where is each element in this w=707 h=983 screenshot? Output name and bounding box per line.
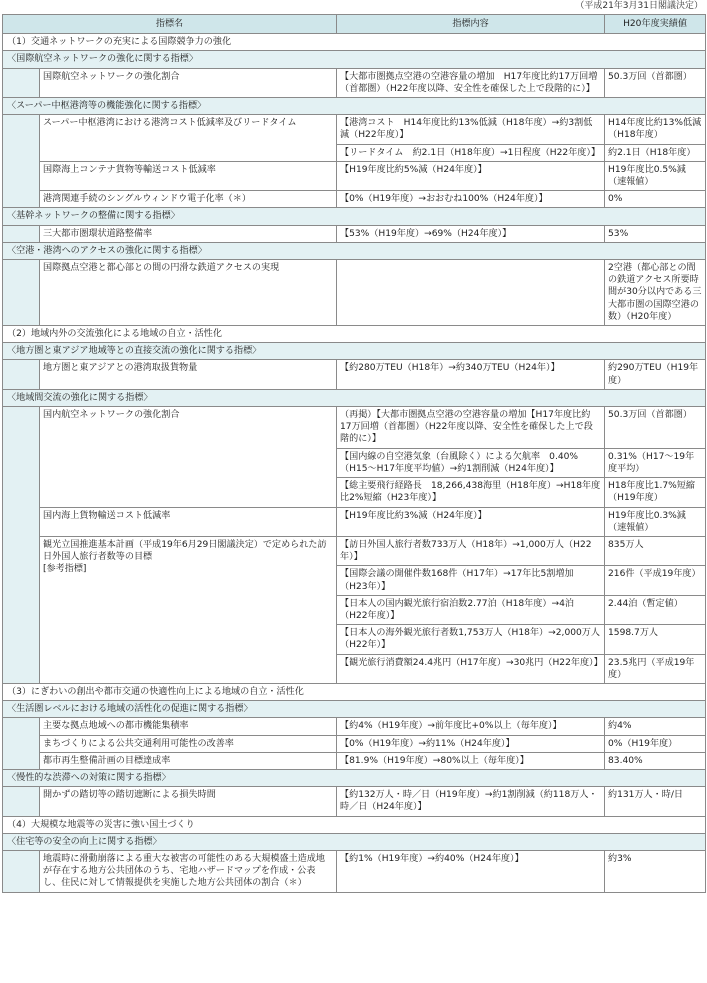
- section-title: （4）大規模な地震等の災害に強い国土づくり: [3, 816, 706, 833]
- indicator-content: （再掲）【大都市圏拠点空港の空港容量の増加【H17年度比約17万回増（首都圏）（H22年度以降、安全性を確保した上で段階的に）】: [337, 407, 605, 449]
- indicator-name: スーパー中枢港湾における港湾コスト低減率及びリードタイム: [40, 115, 337, 162]
- section-title: （2）地域内外の交流強化による地域の自立・活性化: [3, 326, 706, 343]
- subsection-row: [3, 51, 706, 68]
- indicator-value: H14年度比約13%低減（H18年度）: [605, 115, 706, 144]
- table-body: [3, 34, 706, 892]
- indicator-value: 約290万TEU（H19年度）: [605, 360, 706, 389]
- subsection-title: 〈基幹ネットワークの整備に関する指標〉: [3, 208, 706, 225]
- decision-note: （平成21年3月31日閣議決定）: [575, 1, 703, 11]
- section-row: [3, 816, 706, 833]
- indicator-value: H18年度比1.7%短縮（H19年度）: [605, 478, 706, 507]
- section-title: （1）交通ネットワークの充実による国際競争力の強化: [3, 34, 706, 51]
- header-value: H20年度実績値: [605, 15, 706, 34]
- indicator-content: 【港湾コスト H14年度比約13%低減（H18年度）→約3割低減（H22年度）】: [337, 115, 605, 144]
- indent-cell: [3, 68, 40, 97]
- subsection-title: 〈生活圏レベルにおける地域の活性化の促進に関する指標〉: [3, 701, 706, 718]
- indicator-content: 【81.9%（H19年度）→80%以上（毎年度）】: [337, 752, 605, 769]
- indicator-content: 【約132万人・時／日（H19年度）→約1割削減（約118万人・時／日（H24年度）】: [337, 787, 605, 816]
- table-row: [3, 507, 706, 536]
- section-row: [3, 326, 706, 343]
- indicator-value: 0%（H19年度）: [605, 735, 706, 752]
- indicator-value: 216件（平成19年度）: [605, 566, 706, 595]
- table-row: [3, 735, 706, 752]
- indicator-content: 【53%（H19年度）→69%（H24年度）】: [337, 225, 605, 242]
- indicator-content: 【観光旅行消費額24.4兆円（H17年度）→30兆円（H22年度）】: [337, 654, 605, 683]
- indicator-content: 【約1%（H19年度）→約40%（H24年度）】: [337, 850, 605, 892]
- subsection-row: [3, 701, 706, 718]
- indent-cell: [3, 407, 40, 684]
- table-row: [3, 191, 706, 208]
- indent-cell: [3, 260, 40, 326]
- indicator-content: 【日本人の国内観光旅行宿泊数2.77泊（H18年度）→4泊（H22年度）】: [337, 595, 605, 624]
- indicator-name: 国内航空ネットワークの強化割合: [40, 407, 337, 507]
- subsection-row: [3, 769, 706, 786]
- table-row: [3, 407, 706, 449]
- indicator-content: 【約4%（H19年度）→前年度比+0%以上（毎年度）】: [337, 718, 605, 735]
- table-row: [3, 225, 706, 242]
- header-row: [3, 15, 706, 34]
- indicator-value: 約2.1日（H18年度）: [605, 144, 706, 161]
- indicator-content: 【リードタイム 約2.1日（H18年度）→1日程度（H22年度）】: [337, 144, 605, 161]
- subsection-title: 〈空港・港湾へのアクセスの強化に関する指標〉: [3, 242, 706, 259]
- indicator-value: 2空港（都心部との間の鉄道アクセス所要時間が30分以内である三大都市圏の国際空港の数）（H20年度）: [605, 260, 706, 326]
- indicator-value: 2.44泊（暫定値）: [605, 595, 706, 624]
- indicator-name: 国際航空ネットワークの強化割合: [40, 68, 337, 97]
- indicator-name: 国際海上コンテナ貨物等輸送コスト低減率: [40, 161, 337, 190]
- indicator-content: 【国内線の自空港気象（台風除く）による欠航率 0.40%（H15～H17年度平均値）→約1割削減（H24年度）】: [337, 448, 605, 477]
- indicator-content: 【国際会議の開催件数168件（H17年）→17年比5割増加（H23年）】: [337, 566, 605, 595]
- section-row: [3, 34, 706, 51]
- indicator-value: 約131万人・時/日: [605, 787, 706, 816]
- subsection-row: [3, 833, 706, 850]
- indicator-value: 53%: [605, 225, 706, 242]
- indicator-name: 港湾関連手続のシングルウィンドウ電子化率（＊）: [40, 191, 337, 208]
- table-row: [3, 536, 706, 565]
- subsection-title: 〈住宅等の安全の向上に関する指標〉: [3, 833, 706, 850]
- subsection-row: [3, 208, 706, 225]
- indicator-content: 【H19年度比約5%減（H24年度）】: [337, 161, 605, 190]
- indicator-content: 【H19年度比約3%減（H24年度）】: [337, 507, 605, 536]
- indicator-name: 都市再生整備計画の目標達成率: [40, 752, 337, 769]
- indicator-content: 【0%（H19年度）→おおむね100%（H24年度）】: [337, 191, 605, 208]
- indicator-value: 50.3万回（首都圏）: [605, 68, 706, 97]
- subsection-row: [3, 242, 706, 259]
- indent-cell: [3, 115, 40, 208]
- indicator-value: 0%: [605, 191, 706, 208]
- indicator-content: 【約280万TEU（H18年）→約340万TEU（H24年）】: [337, 360, 605, 389]
- indicator-value: 50.3万回（首都圏）: [605, 407, 706, 449]
- indent-cell: [3, 225, 40, 242]
- subsection-row: [3, 343, 706, 360]
- indent-cell: [3, 360, 40, 389]
- table-row: [3, 752, 706, 769]
- indicator-name: 国内海上貨物輸送コスト低減率: [40, 507, 337, 536]
- subsection-title: 〈地域間交流の強化に関する指標〉: [3, 389, 706, 406]
- indicator-value: 約4%: [605, 718, 706, 735]
- indicator-table: [2, 14, 706, 893]
- header-content: 指標内容: [337, 15, 605, 34]
- indicator-value: 約3%: [605, 850, 706, 892]
- section-row: [3, 683, 706, 700]
- table-row: [3, 115, 706, 144]
- table-row: [3, 718, 706, 735]
- subsection-title: 〈慢性的な渋滞への対策に関する指標〉: [3, 769, 706, 786]
- table-row: [3, 787, 706, 816]
- indent-cell: [3, 850, 40, 892]
- indicator-content: 【総主要飛行経路長 18,266,438海里（H18年度）→H18年度比2%短縮（H23年度）】: [337, 478, 605, 507]
- table-row: [3, 260, 706, 326]
- table-row: [3, 360, 706, 389]
- indicator-name: 地震時に滑動崩落による重大な被害の可能性のある大規模盛土造成地が存在する地方公共団体のうち、宅地ハザードマップを作成・公表し、住民に対して情報提供を実施した地方公共団体の割合（＊）: [40, 850, 337, 892]
- subsection-row: [3, 98, 706, 115]
- subsection-title: 〈スーパー中枢港湾等の機能強化に関する指標〉: [3, 98, 706, 115]
- indicator-value: 835万人: [605, 536, 706, 565]
- subsection-title: 〈地方圏と東アジア地域等との直接交流の強化に関する指標〉: [3, 343, 706, 360]
- indicator-value: 1598.7万人: [605, 625, 706, 654]
- indicator-name: 主要な拠点地域への都市機能集積率: [40, 718, 337, 735]
- indicator-content: [337, 260, 605, 326]
- indicator-value: 83.40%: [605, 752, 706, 769]
- indicator-content: 【大都市圏拠点空港の空港容量の増加 H17年度比約17万回増（首都圏）（H22年度以降、安全性を確保した上で段階的に）】: [337, 68, 605, 97]
- indicator-content: 【日本人の海外観光旅行者数1,753万人（H18年）→2,000万人（H22年）】: [337, 625, 605, 654]
- table-row: [3, 850, 706, 892]
- table-row: [3, 68, 706, 97]
- indicator-content: 【訪日外国人旅行者数733万人（H18年）→1,000万人（H22年）】: [337, 536, 605, 565]
- indicator-value: 0.31%（H17～19年度平均）: [605, 448, 706, 477]
- indent-cell: [3, 787, 40, 816]
- indicator-value: H19年度比0.3%減（速報値）: [605, 507, 706, 536]
- section-title: （3）にぎわいの創出や都市交通の快適性向上による地域の自立・活性化: [3, 683, 706, 700]
- indent-cell: [3, 718, 40, 770]
- indicator-name: 三大都市圏環状道路整備率: [40, 225, 337, 242]
- indicator-value: H19年度比0.5%減（速報値）: [605, 161, 706, 190]
- indicator-name: 観光立国推進基本計画（平成19年6月29日閣議決定）で定められた訪日外国人旅行者数等の目標 [参考指標]: [40, 536, 337, 683]
- indicator-content: 【0%（H19年度）→約11%（H24年度）】: [337, 735, 605, 752]
- header-name: 指標名: [3, 15, 337, 34]
- indicator-name: 国際拠点空港と都心部との間の円滑な鉄道アクセスの実現: [40, 260, 337, 326]
- indicator-name: 地方圏と東アジアとの港湾取扱貨物量: [40, 360, 337, 389]
- subsection-row: [3, 389, 706, 406]
- subsection-title: 〈国際航空ネットワークの強化に関する指標〉: [3, 51, 706, 68]
- indicator-value: 23.5兆円（平成19年度）: [605, 654, 706, 683]
- indicator-name: まちづくりによる公共交通利用可能性の改善率: [40, 735, 337, 752]
- table-row: [3, 161, 706, 190]
- indicator-name: 開かずの踏切等の踏切遮断による損失時間: [40, 787, 337, 816]
